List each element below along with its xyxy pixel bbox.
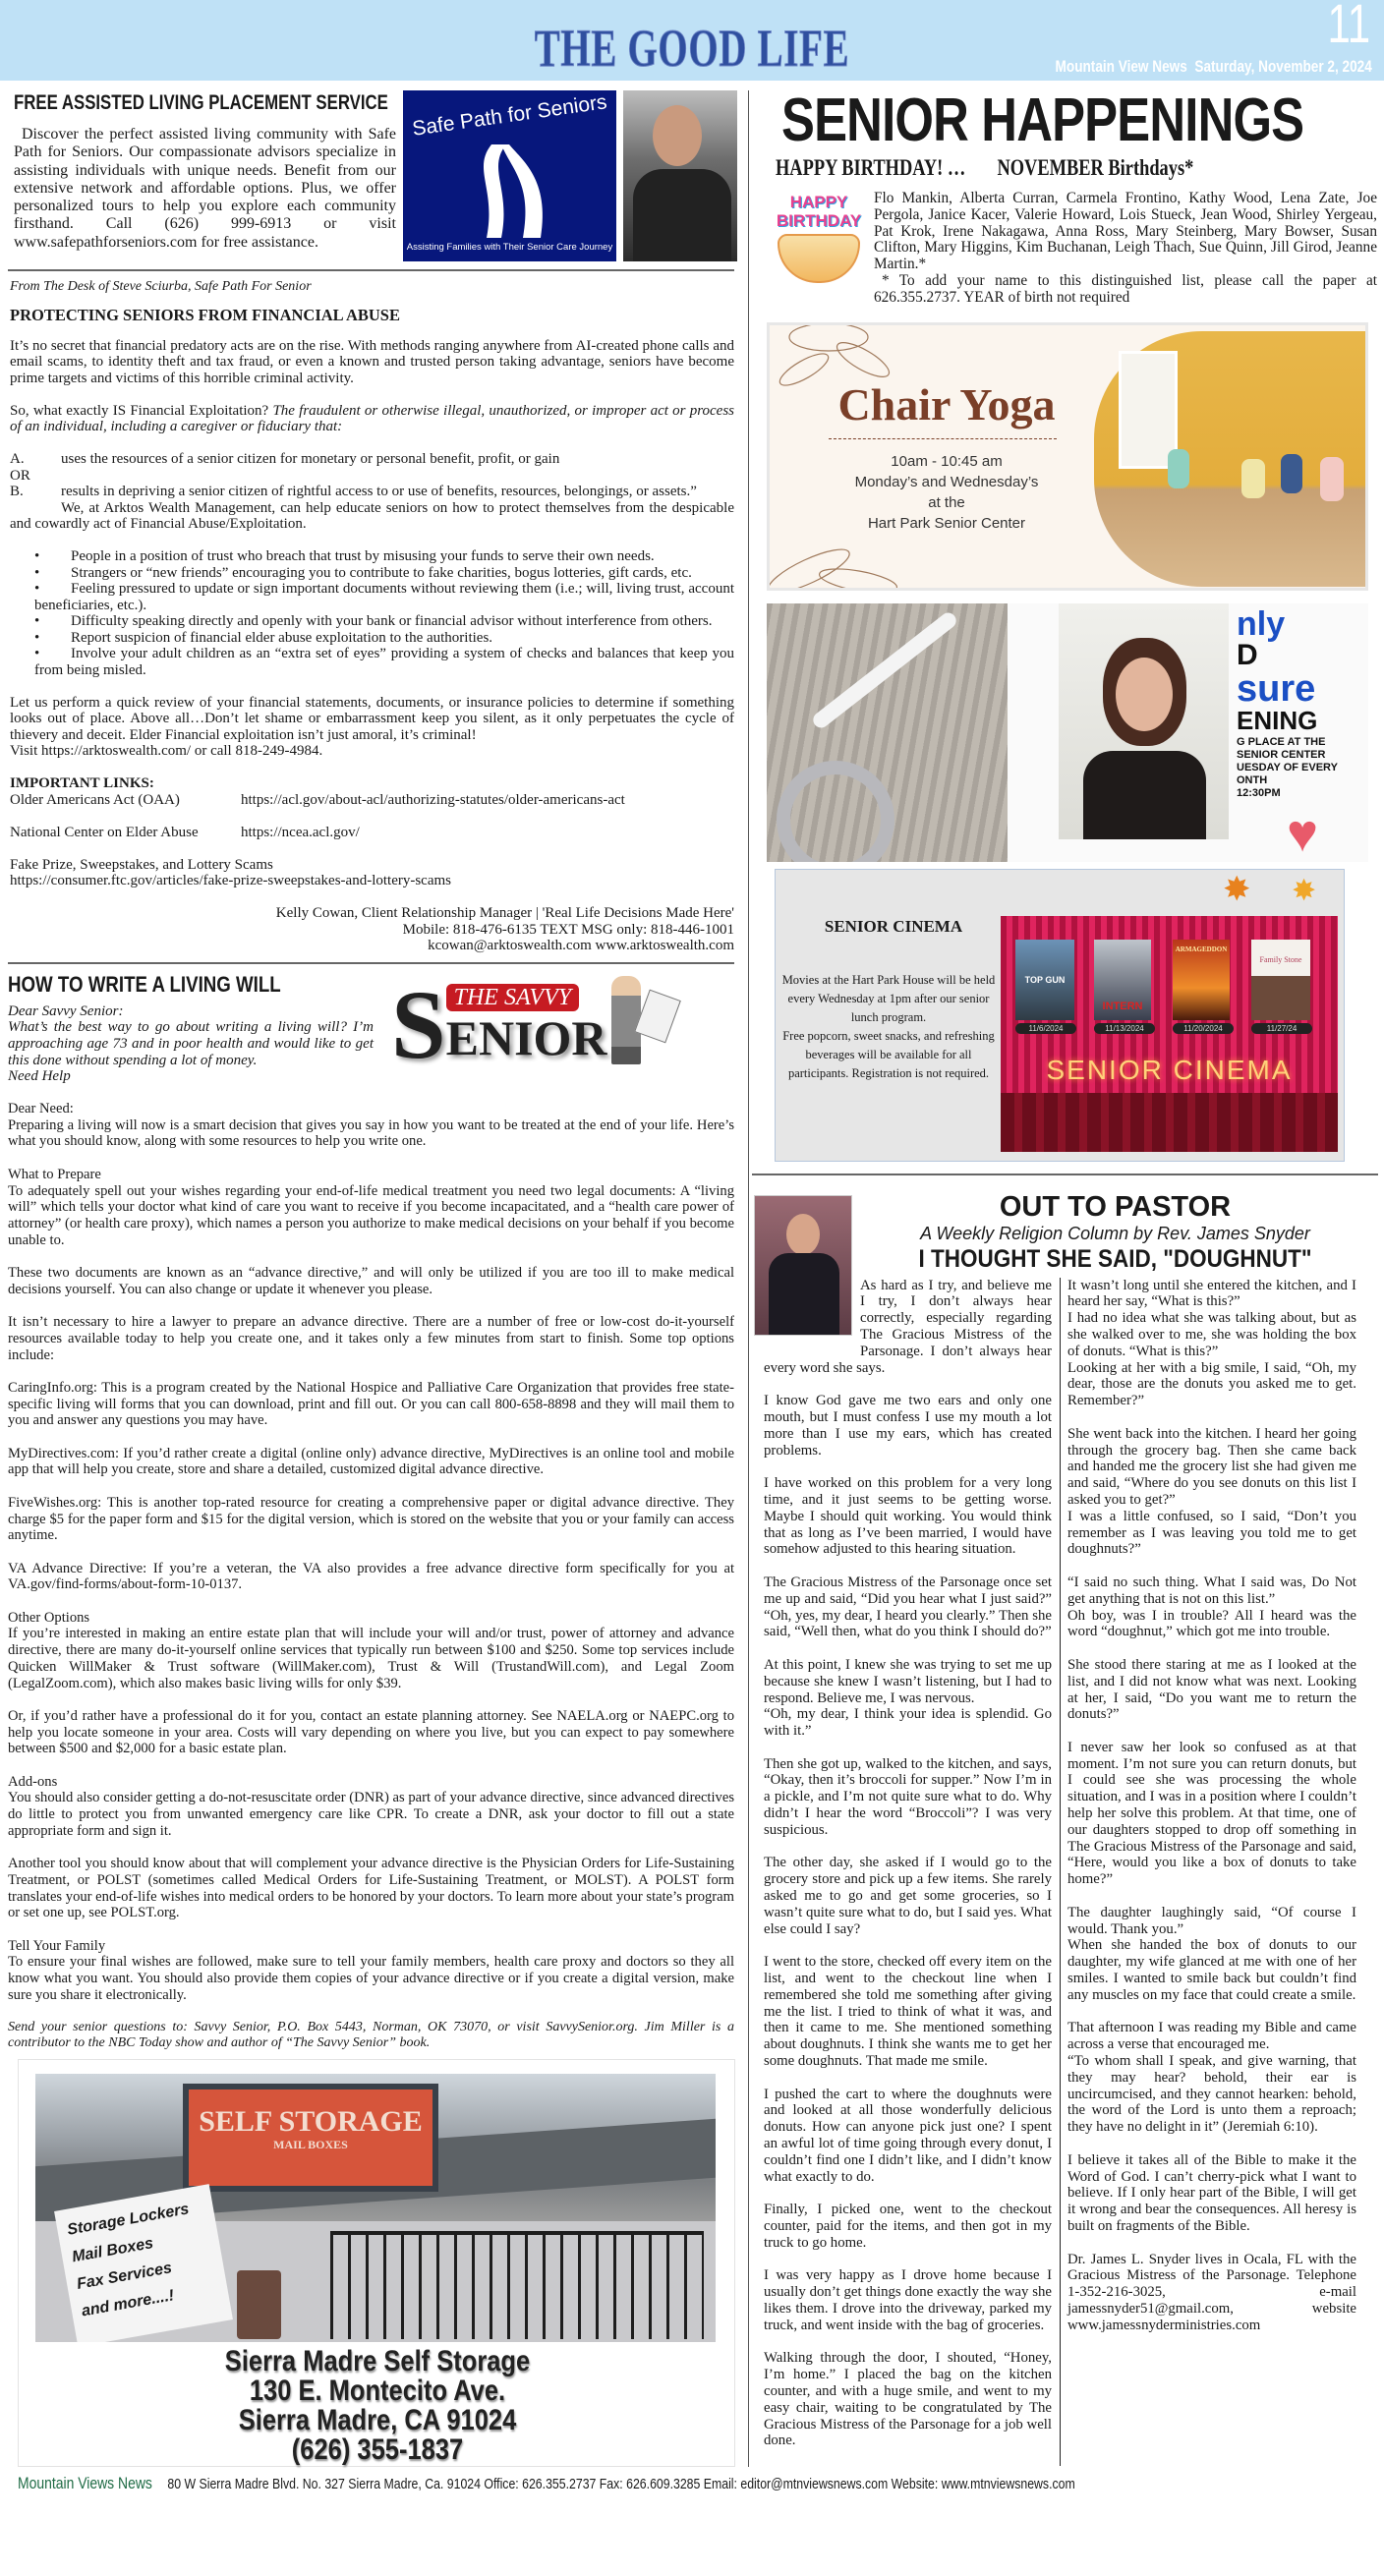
definition: The fraudulent or otherwise illegal, unauthorized, or improper act or process of an individual, including a caregiver or fiduciary that: [10,402,734,434]
window-line: Mail Boxes [71,2235,155,2266]
senior-happenings-title: SENIOR HAPPENINGS [781,86,1304,154]
movie-title: ARMAGEDDON [1173,940,1230,1020]
bullet-item [34,581,734,613]
section-rule [8,962,734,964]
bullet-item [34,613,734,630]
bullet-item [34,565,734,582]
pastor-column-right [1067,1278,1356,2466]
paragraph: I have worked on this problem for a very long time, and it just seems to be getting worse. Maybe I should quit working. You would think that as long as I’ve been married, I would have somehow adjusted to this hearing situation. [764,1475,1052,1558]
paragraph: The daughter laughingly said, “Of course I would. Thank you.” When she handed the box of donuts to our daughter, my wife glanced at me with one of her smiles. I wanted to smile back but couldn’t find any muscles on my face that could create a smile. [1067,1904,1356,2003]
sign-subtext: MAIL BOXES [273,2138,348,2152]
assisted-living-ad [8,90,734,269]
link-label: Fake Prize, Sweepstakes, and Lottery Scams [10,856,273,873]
bullet-item [34,548,734,565]
column-header [852,1187,1378,1274]
paragraph: Finally, I picked one, went to the checkout counter, paid for the items, and then got in my truck to go home. [764,2202,1052,2251]
masthead [0,0,1384,81]
city-state-zip: Sierra Madre, CA 91024 [238,2404,517,2437]
paragraph-list [764,1278,1052,2450]
paragraph: FiveWishes.org: This is another top-rated resource for creating a comprehensive paper or digital advance directive. They charge $5 for the paper form and $15 for the digital version, which is stored on the website that you or your family can access anytime. [8,1494,734,1544]
yoga-time: 10am - 10:45 am [891,452,1003,470]
business-name: Sierra Madre Self Storage [224,2345,531,2378]
paragraph: Other Options If you’re interested in making an entire estate plan that will include your will and/or trust, power of attorney and advance directive, there are many do-it-yourself online services that typically run between $100 and $250. Some top services include Quicken WillMaker & Trust software (WillMaker.com), Trust & Will (TrustandWill.com), and Legal Zoom (LegalZoom.com), which also makes basic living wills for only $39. [8,1609,734,1691]
window-line: Storage Lockers [66,2201,191,2239]
paragraph: Another tool you should know about that will complement your advance directive is the Physician Orders for Life-Sustaining Treatment, or POLST (sometimes called Medical Orders for Life-Sustaining Treatment, or MOLST). A POLST form translates your end-of-life wishes into medical orders to be honored by your doctors. To learn more about your state’s program or set one up, see POLST.org. [8,1856,734,1921]
bullet-text: People in a position of trust who breach that trust by misusing your funds to serve their own needs. [71,548,655,564]
paragraph: Dear Need: Preparing a living will now is a smart decision that gives you say in how you want to be treated at the end of your life. Here’s what you should know, along with some resources to help you write one. [8,1101,734,1150]
link-url[interactable]: https://ncea.acl.gov/ [241,824,360,840]
poster-line: ONTH [1237,773,1268,786]
birthday-label: HAPPY BIRTHDAY! … [776,155,966,180]
section-rule [752,1174,1378,1175]
window-sign [54,2184,233,2342]
ad-body: Discover the perfect assisted living community with Safe Path for Seniors. Our compassionate advisors specialize in assisting individuals with unique needs. Benefit from our extensive network and affordable options. Plus, we offer personalized tours to help you explore each community firsthand. Call (626) 999-6913 or visit www.safepathforseniors.com for free assistance. [14,126,396,251]
savvy-senior-logo [391,969,716,1079]
paragraph: At this point, I knew she was trying to set me up because she knew I wasn’t listening, but I had to respond. Believe me, I was nervous. “Oh, my dear, I think your idea is splendid. Go with it.” [764,1656,1052,1740]
paragraph: The other day, she asked if I would go to the grocery store and pick up a few items. She rarely asked me to go and get some groceries, so I wasn’t quite sure what to do, but I said yes. What else could I say? [764,1855,1052,1937]
maple-leaf-icon: ✸ [1292,874,1317,907]
paragraph: MyDirectives.com: If you’d rather create a digital (online only) advance directive, MyDirectives is an online tool and mobile app that will help you create, store and share a detailed, customized digital advance directive. [8,1445,734,1478]
logo-word: ENIOR [445,1009,607,1065]
movie-date: 11/20/2024 [1173,1023,1234,1034]
item-label: B. [10,484,24,499]
yoga-at: at the [928,493,965,511]
link-label: National Center on Elder Abuse [10,824,199,840]
link-row [10,825,734,841]
storefront-photo [35,2074,716,2342]
birthday-names [874,191,1377,307]
theater-image [1001,916,1338,1152]
paragraph: I know God gave me two ears and only one mouth, but I must confess I use my mouth a lot more than I use my ears, which has created problems. [764,1393,1052,1459]
trash-can [237,2270,281,2339]
poster-line: 12:30PM [1237,786,1281,799]
bullet-text: Feeling pressured to update or sign important documents without reviewing them (i.e.; will, living trust, account beneficiaries, etc.). [34,581,734,613]
or-label: OR [10,467,30,484]
presenter-photo [1059,603,1229,839]
paragraph: It wasn’t long until she entered the kitchen, and I heard her say, “What is this?” I had no idea what she was talking about, but as she walked over to me, she was holding the box of donuts. “What is this?” Looking at her with a big smile, I said, “Oh, my dear, those are the donuts you asked me to get. Remember?” [1067,1277,1356,1409]
contact-line: Mobile: 818-476-6135 TEXT MSG only: 818-446-1001 [402,921,734,938]
links-heading: IMPORTANT LINKS: [10,775,154,791]
paragraph: As hard as I try, and believe me I try, I don’t always hear correctly, especially regarding The Gracious Mistress of the Parsonage. I don’t always hear every word she says. [764,1277,1052,1376]
link-url[interactable]: https://acl.gov/about-acl/authorizing-statutes/older-americans-act [241,791,625,808]
theater-seats [1001,1093,1338,1152]
birthday-heading [776,155,1257,181]
link-label: Older Americans Act (OAA) [10,791,180,808]
article-byline: From The Desk of Steve Sciurba, Safe Path For Senior [10,279,312,294]
paragraph: It isn’t necessary to hire a lawyer to prepare an advance directive. There are a number of free or low-cost do-it-yourself resources available today to help you create one, and it takes only a few minutes from start to finish. Some top options include: [8,1314,734,1363]
poster-line: SENIOR CENTER [1237,748,1326,761]
maple-leaf-icon: ✸ [1223,871,1251,908]
yoga-class-photo [1094,331,1368,587]
paragraph: The Gracious Mistress of the Parsonage once set me up and said, “Did you hear what I just said?” “Oh, yes, my dear, I heard you clearly.” Then she said, “Well then, what do you think I should do?” [764,1574,1052,1640]
author-photo [754,1195,852,1336]
movie-date: 11/27/24 [1251,1023,1312,1034]
right-column [749,86,1384,2466]
storage-ad [18,2059,735,2467]
month-label: NOVEMBER Birthdays* [997,155,1194,180]
list-item [10,451,734,468]
sign-text: SELF STORAGE [199,2105,423,2139]
movie-poster [1173,940,1234,1034]
bullet-icon: • [34,646,40,661]
birthday-cake-icon [774,191,864,284]
bullet-item-list [10,548,734,678]
paragraph: That afternoon I was reading my Bible and came across a verse that encouraged me. “To whom shall I speak, and give warning, that they may hear? behold, their ear is uncircumcised, and they cannot hearken: behold, the word of the Lord is unto them a reproach; they have no delight in it” (Jeremiah 6:10). [1067,2020,1356,2136]
bullet-icon: • [34,581,40,597]
page-columns [0,81,1384,2467]
paragraph: Dr. James L. Snyder lives in Ocala, FL with the Gracious Mistress of the Parsonage. Telephone 1-352-216-3025, e-mail jamessnyder51@gmail.com, website www.jamessnyderministries.com [1067,2251,1356,2333]
bullet-icon: • [34,613,40,629]
bullet-icon: • [34,629,40,646]
cinema-heading: SENIOR CINEMA [824,916,963,936]
footer-line [18,2473,1075,2494]
pastor-column-left [764,1278,1061,2466]
movie-title: INTERN [1094,940,1151,1020]
logo-tagline: Assisting Families with Their Senior Care Journey [406,242,613,253]
left-column [0,90,749,2467]
paragraph: These two documents are known as an “advance directive,” and will only be utilized if you are too ill to make medical decisions yourself. You can also change or update it whenever you please. [8,1265,734,1297]
poster-line: D [1237,638,1258,671]
poster-line: ENING [1237,705,1318,735]
column-headline: I THOUGHT SHE SAID, "DOUGHNUT" [918,1244,1312,1273]
item-text: uses the resources of a senior citizen for monetary or personal benefit, profit, or gain [61,451,560,467]
living-will-body [8,1101,734,2051]
column-title: OUT TO PASTOR [999,1190,1232,1223]
item-label: A. [10,451,25,467]
paragraph [10,403,734,435]
page-number: 11 [1327,0,1370,54]
bullet-item [34,630,734,647]
bullet-text: Report suspicion of financial elder abuse exploitation to the authorities. [71,629,493,646]
contact-line: kcowan@arktoswealth.com www.arktoswealth.com [428,938,734,953]
chair-yoga-flyer [767,322,1368,591]
logo-banner: THE SAVVY [446,984,579,1011]
bullet-icon: • [34,564,40,581]
window-line: Fax Services [75,2260,174,2294]
paragraph: What to Prepare To adequately spell out your wishes regarding your end-of-life medical treatment you need two legal documents: A “living will” which tells your doctor what kind of care you want to receive if you become incapacitated, and a “health care power of attorney” (or health care proxy), which names a person you authorize to make medical decisions on your behalf if you become unable to. [8,1166,734,1248]
birthday-note: * To add your name to this distinguished list, please call the paper at 626.355.2737. YEAR of birth not required [874,271,1377,306]
contact-block [10,905,734,954]
safe-path-logo [403,90,616,261]
cake-text: HAPPY BIRTHDAY [776,193,862,230]
yoga-title: Chair Yoga [837,378,1056,429]
bullet-text: Strangers or “new friends” encouraging you to contribute to fake charities, bogus lotteries, gift cards, etc. [71,564,692,581]
movie-poster [1251,940,1312,1034]
column-subtitle: A Weekly Religion Column by Rev. James Snyder [920,1223,1310,1243]
paragraph: She went back into the kitchen. I heard her going through the grocery bag. Then she came back and handed me the grocery list she had given me and said, “Where do you see donuts on this list I asked you to get?” I was a little confused, so I said, “Don’t you remember as I was leaving you told me to get doughnuts?” [1067,1425,1356,1558]
paragraph-list [1067,1278,1356,2334]
financial-abuse-article [8,279,734,954]
yoga-days: Monday’s and Wednesday’s [854,473,1039,490]
bullet-text: Difficulty speaking directly and openly with your bank or financial advisor without interference from others. [71,613,713,629]
paragraph: Tell Your Family To ensure your final wishes are followed, make sure to tell your family members, health care proxy and doctors so they all know what you want. You should also provide them copies of your advance directive or if you create a digital version, make sure you share it electronically. [8,1937,734,2003]
ad-heading: FREE ASSISTED LIVING PLACEMENT SERVICE [14,91,388,114]
paragraph: It’s no secret that financial predatory acts are on the rise. With methods ranging anywhere from AI-created phone calls and email scams, to identity theft and tax fraud, or even a known and trusted person taking advantage, seniors have become prime targets and victims of this horrible criminal activity. [10,337,734,386]
page-footer [0,2473,1384,2493]
paragraph-list [8,1101,734,2003]
paragraph: Let us perform a quick review of your financial statements, documents, or insurance policies to determine if something looks out of place. Above all…Don’t let shame or embarrassment keep you silent, as it only perpetuates the cycle of thievery and deceit. Elder Financial exploitation isn’t just amoral, it’s criminal! Visit https://arktoswealth.com/ or call 818-249-4984. [10,694,734,759]
paragraph: I went to the store, checked off every item on the list, and went to the checkout line when I remembered she told me something after giving me the list. I tried to think of what it was, and then it came to me. She mentioned something about doughnuts. I think she wants me to get her some doughnuts. That made me smile. [764,1954,1052,2070]
logo-name: Safe Path for Seniors [410,90,608,141]
paragraph-lead: So, what exactly IS Financial Exploitation? [10,402,273,419]
logo-letter: S [391,969,446,1079]
bullet-item [34,646,734,678]
blood-pressure-screening-flyer [767,603,1368,862]
item-text: results in depriving a senior citizen of rightful access to or use of benefits, resources, belongings, or assets.” [61,484,697,499]
yoga-place: Hart Park Senior Center [867,514,1026,532]
paragraph: CaringInfo.org: This is a program created by the National Hospice and Palliative Care Organization that provides free state-specific living will forms that you can download, print and fill out. Or you can call 800-658-8898 and they will mail them to you and answer any questions you may have. [8,1379,734,1429]
ad-text-column [8,90,396,252]
poster-line: UESDAY OF EVERY [1237,761,1338,773]
poster-line: nly [1237,604,1286,643]
paragraph: She stood there staring at me as I looked at the list, and I did not know what was next. Looking at her, I said, “Do you want me to return the donuts?” [1067,1656,1356,1723]
cinema-neon-sign: SENIOR CINEMA [1046,1054,1293,1085]
paragraph: VA Advance Directive: If you’re a veteran, the VA also provides a free advance directive form specifically for you at VA.gov/find-forms/about-form-10-0137. [8,1560,734,1593]
paragraph: Walking through the door, I shouted, “Honey, I’m home.” I placed the bag on the kitchen counter, and with a huge smile, and went to my easy chair, waiting to be congratulated by The Gracious Mistress of the Parsonage for a job well done. [764,2350,1052,2449]
movie-title: TOP GUN [1015,940,1074,1020]
street-address: 130 E. Montecito Ave. [249,2375,506,2408]
section-title: THE GOOD LIFE [534,19,850,78]
paragraph: I believe it takes all of the Bible to make it the Word of God. I can’t cherry-pick what I want to believe. If I only hear part of the Bible, I will get it wrong and bear the consequences. All heresy is built on fragments of the Bible. [1067,2151,1356,2234]
section-rule [8,269,734,271]
cinema-description: Movies at the Hart Park House will be held every Wednesday at 1pm after our senior lunch program. Free popcorn, sweet snacks, and refreshing beverages will be available for all participants. Registration is not required. [781,972,996,1080]
window-line: and more....! [80,2287,176,2320]
paragraph: Or, if you’d rather have a professional do it for you, contact an estate planning attorney. See NAELA.org or NAEPC.org to help you locate someone in your area. Costs will vary depending on where you live, but you can expect to pay somewhere between $500 and $2,000 for a basic estate plan. [8,1707,734,1757]
dateline [1056,57,1372,77]
link-row [10,792,734,809]
newspaper-icon [634,989,681,1043]
bullet-icon: • [34,548,40,564]
movie-poster [1015,940,1076,1034]
yoga-details [809,451,1084,534]
cartoon-man-icon [611,976,641,1064]
movie-title: Family Stone [1251,940,1310,1020]
logo-words [446,976,607,1064]
divider [829,438,1057,439]
footer-paper-name: Mountain Views News [18,2474,152,2493]
poster-text [1237,604,1366,800]
reader-question: Dear Savvy Senior: What’s the best way to go about writing a living will? I’m approaching age 73 and in poor health and would like to get this done without spending a lot of money. Need Help [8,1002,374,1085]
names-list: Flo Mankin, Alberta Curran, Carmela Frontino, Kathy Wood, Lena Zate, Joe Pergola, Janice Kacer, Valerie Howard, Lois Stueck, Jean Wood, Shirley Yergeau, Pat Krok, Irene Nakagawa, Anna Ross, Mary Steinberg, Mary Bowser, Susan Clifton, Mary Higgins, Kim Buchanan, Leigh Thach, Sue Quinn, Jill Girod, Jeanne Martin.* [874,190,1377,273]
movie-date: 11/6/2024 [1015,1023,1076,1034]
paragraph: I was very happy as I drove home because I usually don’t get things done exactly the way she likes them. I drove into the driveway, parked my truck, and went inside with the bag of groceries. [764,2267,1052,2333]
poster-line: G PLACE AT THE [1237,735,1326,748]
paper-name: Mountain View News [1055,57,1188,76]
phone-number: (626) 355-1837 [291,2433,464,2467]
author-footnote: Send your senior questions to: Savvy Senior, P.O. Box 5443, Norman, OK 73070, or visit SavvySenior.org. Jim Miller is a contributor to the NBC Today show and author of “The Savvy Senior” book. [8,2020,734,2051]
out-to-pastor-column [752,1187,1378,2466]
heart-icon: ♥ [1286,803,1319,862]
link-url[interactable]: https://consumer.ftc.gov/articles/fake-prize-sweepstakes-and-lottery-scams [10,873,452,888]
bullet-text: Involve your adult children as an “extra set of eyes” providing a system of checks and balances that keep you from being misled. [34,646,734,678]
storage-address [73,2347,683,2465]
list-item [10,484,734,500]
railing [330,2231,704,2339]
paragraph: “I said no such thing. What I said was, Do Not get anything that is not on this list.” Oh boy, was I in trouble? All I heard was the word “doughnut,” which got me into trouble. [1067,1574,1356,1640]
poster-line: sure [1237,667,1316,710]
paragraph: Add-ons You should also consider getting a do-not-resuscitate order (DNR) as part of your advance directive, since advanced directives do little to protect you from unwanted emergency care like CPR. To create a DNR, ask your doctor to fill out a state appropriate form and sign it. [8,1773,734,1839]
movie-date: 11/13/2024 [1094,1023,1155,1034]
paragraph: Then she got up, walked to the kitchen, and says, “Okay, then it’s broccoli for supper.” Now I’m in a pickle, and I’m not quite sure what to do. Why didn’t I hear the word “Broccoli”? I was very suspicious. [764,1755,1052,1838]
advisor-photo [623,90,737,261]
article-heading: HOW TO WRITE A LIVING WILL [8,971,281,997]
article-heading: PROTECTING SENIORS FROM FINANCIAL ABUSE [10,305,400,324]
column-body [752,1278,1378,2466]
issue-date: Saturday, November 2, 2024 [1194,57,1372,76]
birthday-row [774,191,1378,307]
paragraph: I pushed the cart to where the doughnuts were and looked at all those wonderfully delicious donuts. How can anyone pick just one? I spent an awful lot of time going through every donut, I couldn’t find one I didn’t like, and I didn’t know what exactly to do. [764,2086,1052,2185]
storage-sign [183,2084,438,2192]
senior-cinema-flyer [775,869,1345,1162]
footer-contact: 80 W Sierra Madre Blvd. No. 327 Sierra Madre, Ca. 91024 Office: 626.355.2737 Fax: 626.609.3285 Email: editor@mtnviewsnews.com Website: www.mtnviewsnews.com [167,2476,1075,2493]
paragraph: I never saw her look so confused as at that moment. I’m not sure you can return donuts, but I could see she was processing the whole situation, and I was in a position where I couldn’t help her solve this problem. At that time, one of our daughters stopped to drop off something in The Gracious Mistress of the Parsonage and said, “Here, would you like a box of donuts to take home?” [1067,1739,1356,1888]
contact-line: Kelly Cowan, Client Relationship Manager | 'Real Life Decisions Made Here' [275,905,734,921]
movie-poster [1094,940,1155,1034]
paragraph: We, at Arktos Wealth Management, can help educate seniors on how to protect themselves from the despicable and cowardly act of Financial Abuse/Exploitation. [10,499,734,532]
